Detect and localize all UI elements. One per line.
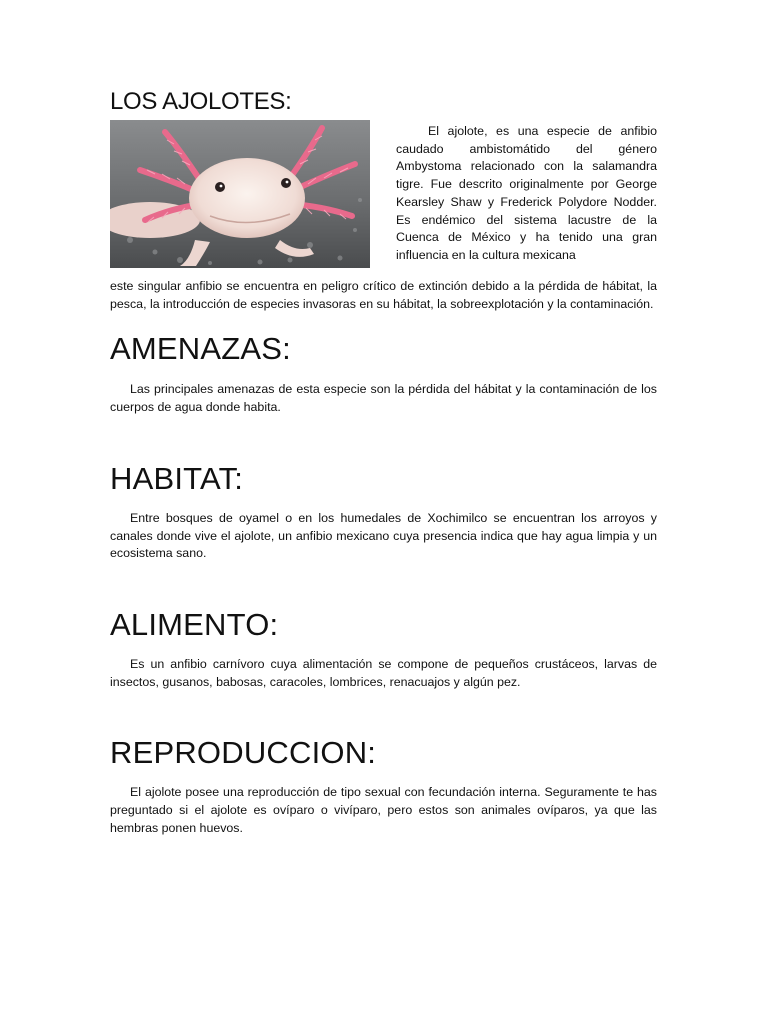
axolotl-photo <box>110 120 370 268</box>
section-paragraph: Entre bosques de oyamel o en los humedales de Xochimilco se encuentran los arroyos y canales donde vive el ajolote, un anfibio mexicano cuya presencia indica que hay agua limpia y un ecosistema sano. <box>110 510 657 561</box>
section-reproduccion <box>110 734 657 837</box>
section-heading: AMENAZAS: <box>110 331 291 367</box>
section-paragraph: Es un anfibio carnívoro cuya alimentación se compone de pequeños crustáceos, larvas de insectos, gusanos, babosas, caracoles, lombrices, renacuajos y algún pez. <box>110 656 657 689</box>
document-title: LOS AJOLOTES: <box>110 88 292 115</box>
section-habitat <box>110 460 657 563</box>
section-heading: ALIMENTO: <box>110 606 279 642</box>
section-heading: HABITAT: <box>110 460 244 496</box>
section-paragraph: Las principales amenazas de esta especie son la pérdida del hábitat y la contaminación de los cuerpos de agua donde habita. <box>110 382 657 415</box>
section-heading: REPRODUCCION: <box>110 735 377 771</box>
section-paragraph: El ajolote posee una reproducción de tipo sexual con fecundación interna. Seguramente te has preguntado si el ajolote es ovíparo o vivíparo, pero estos son animales ovíparos, ya que las hembras ponen huevos. <box>110 785 657 835</box>
intro-block <box>110 120 657 268</box>
section-alimento <box>110 606 657 691</box>
intro-continued-paragraph: este singular anfibio se encuentra en peligro crítico de extinción debido a la pérdida de hábitat, la pesca, la introducción de especies invasoras en su hábitat, la sobreexplotación y la contaminación. <box>110 279 657 311</box>
section-amenazas <box>110 330 657 416</box>
document-page <box>110 86 657 837</box>
intro-paragraph: El ajolote, es una especie de anfibio caudado ambistomátido del género Ambystoma relacionado con la salamandra tigre. Fue descrito originalmente por George Kearsley Shaw y Frederick Polydore Nodder. Es endémico del sistema lacustre de la Cuenca de México y ha tenido una gran influencia en la cultura mexicana <box>396 124 657 262</box>
